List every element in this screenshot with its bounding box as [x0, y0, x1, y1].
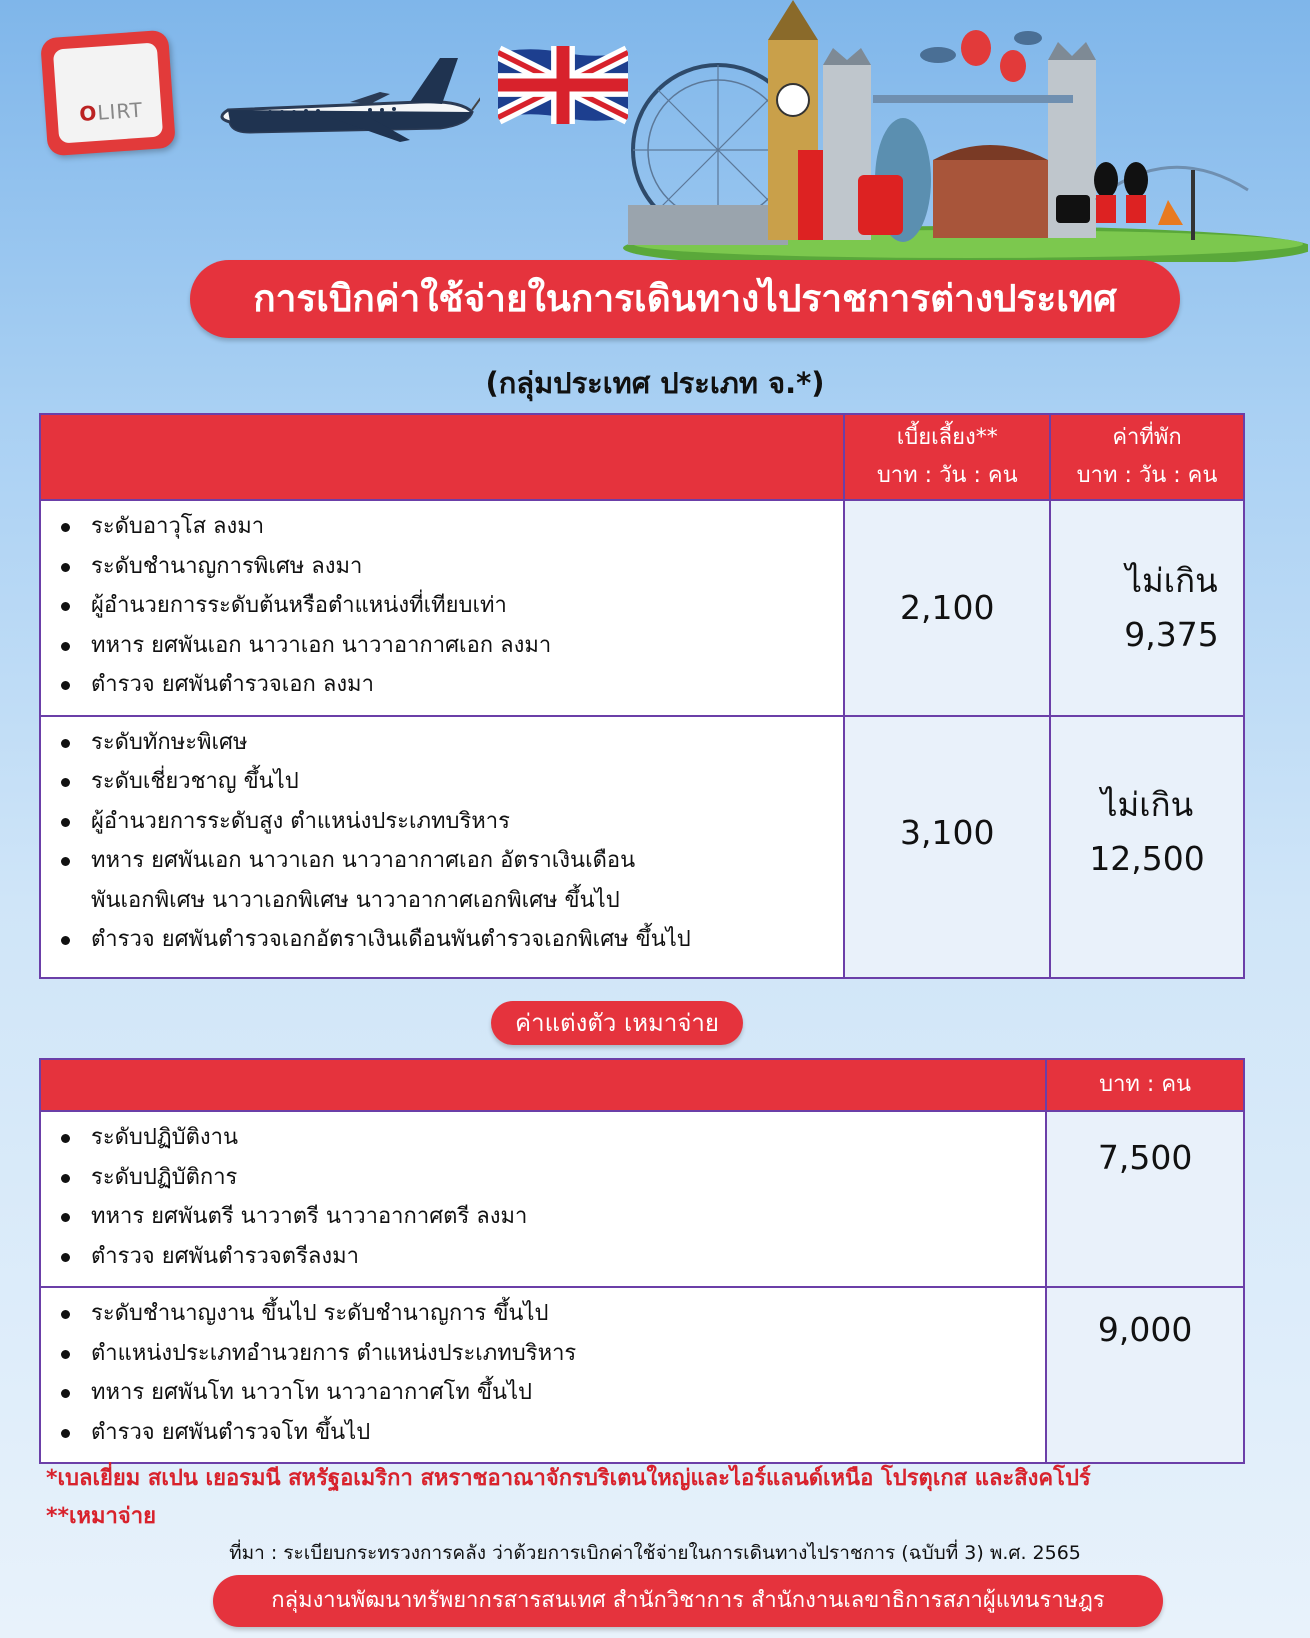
list-item: ตำรวจ ยศพันตำรวจโท ขึ้นไป	[91, 1413, 1035, 1453]
header-empty	[40, 1059, 1046, 1111]
country-footnote: *เบลเยี่ยม สเปน เยอรมนี สหรัฐอเมริกา สหราชอาณาจักรบริเตนใหญ่และไอร์แลนด์เหนือ โปรตุเกส และสิงคโปร์	[46, 1466, 1091, 1491]
list-item: ทหาร ยศพันตรี นาวาตรี นาวาอากาศตรี ลงมา	[91, 1197, 1035, 1237]
list-item: ระดับปฏิบัติการ	[91, 1158, 1035, 1198]
subtitle: (กลุ่มประเทศ ประเภท จ.*)	[485, 366, 825, 400]
position-list	[40, 716, 844, 978]
allowance-footnote: **เหมาจ่าย	[46, 1504, 157, 1529]
london-landmarks-icon	[608, 0, 1308, 262]
table-row	[40, 500, 1244, 716]
header-allowance-label: เบี้ยเลี้ยง**	[896, 425, 998, 450]
list-item: ระดับชำนาญงาน ขึ้นไป ระดับชำนาญการ ขึ้นไป	[91, 1294, 1035, 1334]
clothing-value: 9,000	[1046, 1287, 1244, 1463]
position-list	[40, 1287, 1046, 1463]
lodging-prefix: ไม่เกิน	[1100, 785, 1194, 824]
list-item: ผู้อำนวยการระดับต้นหรือตำแหน่งที่เทียบเท่า	[91, 586, 833, 626]
list-item: ผู้อำนวยการระดับสูง ตำแหน่งประเภทบริหาร	[91, 802, 833, 842]
list-item: ระดับเชี่ยวชาญ ขึ้นไป	[91, 762, 833, 802]
header-lodging-unit: บาท : วัน : คน	[1076, 463, 1218, 488]
logo	[40, 30, 176, 157]
lodging-prefix: ไม่เกิน	[1125, 560, 1218, 600]
list-item	[91, 841, 833, 920]
header-lodging	[1050, 414, 1244, 500]
lodging-value: 12,500	[1089, 839, 1205, 878]
allowance-lodging-table	[39, 413, 1245, 979]
lodging-cell	[1050, 500, 1244, 716]
list-item: ระดับทักษะพิเศษ	[91, 723, 833, 763]
header-empty	[40, 414, 844, 500]
allowance-value: 2,100	[844, 500, 1050, 716]
clothing-value: 7,500	[1046, 1111, 1244, 1287]
table-header-row	[40, 1059, 1244, 1111]
list-item: ตำแหน่งประเภทอำนวยการ ตำแหน่งประเภทบริหาร	[91, 1334, 1035, 1374]
list-item-text: ทหาร ยศพันเอก นาวาเอก นาวาอากาศเอก อัตราเงินเดือน	[91, 848, 636, 873]
list-item: ระดับชำนาญการพิเศษ ลงมา	[91, 547, 833, 587]
source-citation: ที่มา : ระเบียบกระทรวงการคลัง ว่าด้วยการเบิกค่าใช้จ่ายในการเดินทางไปราชการ (ฉบับที่ 3) พ.ศ. 2565	[229, 1542, 1081, 1564]
table-row	[40, 1111, 1244, 1287]
logo-mark: O	[78, 100, 99, 127]
table-row	[40, 716, 1244, 978]
lodging-value: 9,375	[1124, 614, 1219, 654]
table-row	[40, 1287, 1244, 1463]
airplane-icon	[210, 52, 480, 147]
list-item-continuation: พันเอกพิเศษ นาวาเอกพิเศษ นาวาอากาศเอกพิเศษ ขึ้นไป	[91, 887, 620, 913]
position-list	[40, 1111, 1046, 1287]
allowance-value: 3,100	[844, 716, 1050, 978]
lodging-cell	[1050, 716, 1244, 978]
clothing-allowance-label: ค่าแต่งตัว เหมาจ่าย	[491, 1001, 743, 1045]
page-title: การเบิกค่าใช้จ่ายในการเดินทางไปราชการต่างประเทศ	[190, 260, 1180, 338]
header-lodging-label: ค่าที่พัก	[1112, 425, 1182, 450]
list-item: ตำรวจ ยศพันตำรวจเอกอัตราเงินเดือนพันตำรวจเอกพิเศษ ขึ้นไป	[91, 920, 833, 960]
position-list	[40, 500, 844, 716]
list-item: ทหาร ยศพันโท นาวาโท นาวาอากาศโท ขึ้นไป	[91, 1373, 1035, 1413]
list-item: ตำรวจ ยศพันตำรวจตรีลงมา	[91, 1237, 1035, 1277]
header-allowance-unit: บาท : วัน : คน	[876, 463, 1018, 488]
header-unit: บาท : คน	[1046, 1059, 1244, 1111]
list-item: ระดับอาวุโส ลงมา	[91, 507, 833, 547]
logo-text: LIRT	[96, 97, 144, 125]
list-item: ทหาร ยศพันเอก นาวาเอก นาวาอากาศเอก ลงมา	[91, 626, 833, 666]
clothing-allowance-table	[39, 1058, 1245, 1464]
footer-organization: กลุ่มงานพัฒนาทรัพยากรสารสนเทศ สำนักวิชาการ สำนักงานเลขาธิการสภาผู้แทนราษฎร	[213, 1575, 1163, 1627]
header-allowance	[844, 414, 1050, 500]
list-item: ตำรวจ ยศพันตำรวจเอก ลงมา	[91, 665, 833, 705]
table-header-row	[40, 414, 1244, 500]
list-item: ระดับปฏิบัติงาน	[91, 1118, 1035, 1158]
